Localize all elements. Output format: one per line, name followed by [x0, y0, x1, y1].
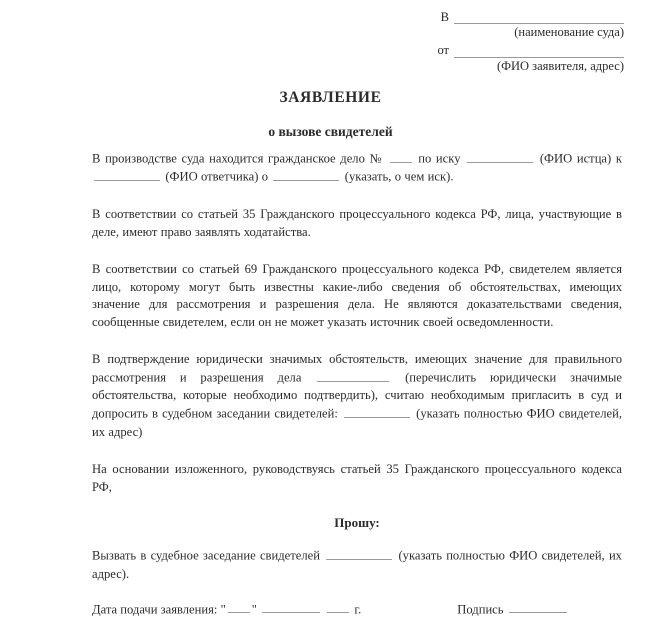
applicant-caption: (ФИО заявителя, адрес): [496, 58, 624, 73]
paragraph-legal-basis: На основании изложенного, руководствуясь статьей 35 Гражданского процессуального кодекса РФ,: [92, 461, 622, 494]
plaintiff-blank[interactable]: [467, 150, 533, 163]
case-number-blank[interactable]: [390, 150, 412, 163]
addressee-header: [324, 10, 624, 77]
applicant-label: от: [437, 43, 449, 58]
document-title: ЗАЯВЛЕНИЕ: [279, 89, 382, 106]
court-name-caption: (наименование суда): [514, 25, 624, 40]
paragraph-request-body: [92, 547, 622, 583]
quote-close: ": [251, 602, 257, 617]
day-blank[interactable]: [228, 601, 250, 614]
quote-open: ": [220, 602, 226, 617]
witness-request-part-3: (указать полностью ФИО свидетелей, их адрес): [92, 406, 622, 439]
case-info-part-4: (ФИО ответчика) о: [165, 170, 269, 185]
witness-names-blank[interactable]: [344, 405, 410, 418]
date-label: Дата подачи заявления:: [92, 602, 218, 617]
month-blank[interactable]: [262, 601, 320, 614]
applicant-row: [324, 43, 624, 57]
paragraph-case-info: [92, 150, 622, 187]
request-witness-blank[interactable]: [326, 547, 392, 560]
year-suffix: г.: [354, 602, 362, 617]
case-info-part-3: (ФИО истца) к: [539, 151, 622, 166]
applicant-blank[interactable]: [454, 44, 624, 58]
signature-field: [457, 601, 568, 617]
signature-label: Подпись: [457, 602, 504, 617]
defendant-blank[interactable]: [94, 168, 160, 181]
case-info-part-5: (указать, о чем иск).: [344, 170, 454, 185]
case-info-part-1: В производстве суда находится гражданское дело №: [92, 151, 383, 166]
witness-request-part-1: В подтверждение юридически значимых обстоятельств, имеющих значение для правильного рассмотрения и разрешения дела: [92, 352, 622, 385]
request-part-2: (указать полностью ФИО свидетелей, их адрес).: [92, 549, 622, 581]
witness-request-part-2: (перечислить юридически значимые обстоятельства, которые необходимо подтвердить), считаю необходимым пригласить в суд и допросить в судебном заседании свидетелей:: [92, 370, 622, 421]
request-heading: Прошу:: [334, 515, 380, 531]
year-blank[interactable]: [327, 601, 349, 614]
request-part-1: Вызвать в судебное заседание свидетелей: [92, 549, 320, 564]
date-field: [92, 601, 361, 617]
signature-blank[interactable]: [509, 601, 567, 614]
court-name-label: В: [440, 10, 449, 24]
court-name-row: [324, 10, 624, 24]
circumstances-blank[interactable]: [317, 369, 389, 382]
paragraph-article-69: В соответствии со статьей 69 Гражданского процессуального кодекса РФ, свидетелем является лицо, которому могут быть известны какие-либо сведения об обстоятельствах, имеющих значение для рассмотрения и разрешения дела. Не являются доказательствами сведения, сообщенные свидетелем, если он не может указать источник своей осведомленности.: [92, 261, 622, 330]
paragraph-witness-request: [92, 351, 622, 442]
paragraph-article-35: В соответствии со статьей 35 Гражданского процессуального кодекса РФ, лица, участвующие в деле, имеют право заявлять ходатайства.: [92, 206, 622, 239]
case-info-part-2: по иску: [418, 151, 461, 166]
court-name-blank[interactable]: [454, 10, 624, 24]
claim-subject-blank[interactable]: [273, 168, 339, 181]
document-body: [92, 150, 622, 617]
date-signature-row: [92, 601, 622, 617]
document-subtitle: о вызове свидетелей: [268, 124, 393, 139]
